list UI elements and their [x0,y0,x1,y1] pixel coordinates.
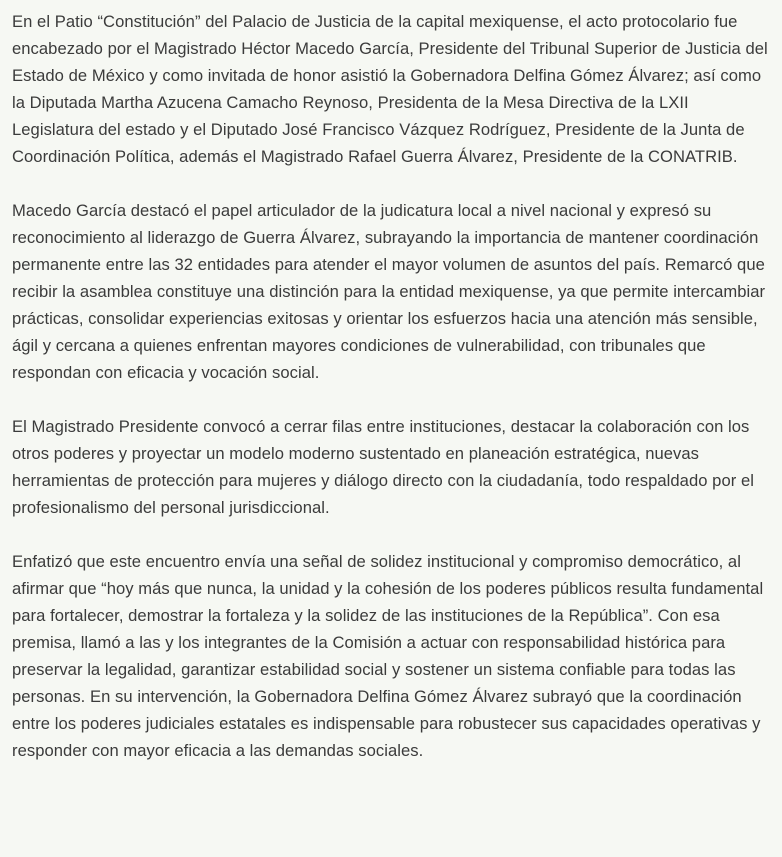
article-paragraph-2: Macedo García destacó el papel articulador de la judicatura local a nivel nacional y expresó su reconocimiento al liderazgo de Guerra Álvarez, subrayando la importancia de mantener coordinación permanente entre las 32 entidades para atender el mayor volumen de asuntos del país. Remarcó que recibir la asamblea constituye una distinción para la entidad mexiquense, ya que permite intercambiar prácticas, consolidar experiencias exitosas y orientar los esfuerzos hacia una atención más sensible, ágil y cercana a quienes enfrentan mayores condiciones de vulnerabilidad, con tribunales que respondan con eficacia y vocación social. [12,201,766,382]
article-paragraph-3: El Magistrado Presidente convocó a cerrar filas entre instituciones, destacar la colaboración con los otros poderes y proyectar un modelo moderno sustentado en planeación estratégica, nuevas herramientas de protección para mujeres y diálogo directo con la ciudadanía, todo respaldado por el profesionalismo del personal jurisdiccional. [12,417,754,517]
article-paragraph-1: En el Patio “Constitución” del Palacio de Justicia de la capital mexiquense, el acto protocolario fue encabezado por el Magistrado Héctor Macedo García, Presidente del Tribunal Superior de Justicia del Estado de México y como invitada de honor asistió la Gobernadora Delfina Gómez Álvarez; así como la Diputada Martha Azucena Camacho Reynoso, Presidenta de la Mesa Directiva de la LXII Legislatura del estado y el Diputado José Francisco Vázquez Rodríguez, Presidente de la Junta de Coordinación Política, además el Magistrado Rafael Guerra Álvarez, Presidente de la CONATRIB. [12,12,768,166]
article-paragraph-4: Enfatizó que este encuentro envía una señal de solidez institucional y compromiso democrático, al afirmar que “hoy más que nunca, la unidad y la cohesión de los poderes públicos resulta fundamental para fortalecer, demostrar la fortaleza y la solidez de las instituciones de la República”. Con esa premisa, llamó a las y los integrantes de la Comisión a actuar con responsabilidad histórica para preservar la legalidad, garantizar estabilidad social y sostener un sistema confiable para todas las personas. En su intervención, la Gobernadora Delfina Gómez Álvarez subrayó que la coordinación entre los poderes judiciales estatales es indispensable para robustecer sus capacidades operativas y responder con mayor eficacia a las demandas sociales. [12,552,764,760]
